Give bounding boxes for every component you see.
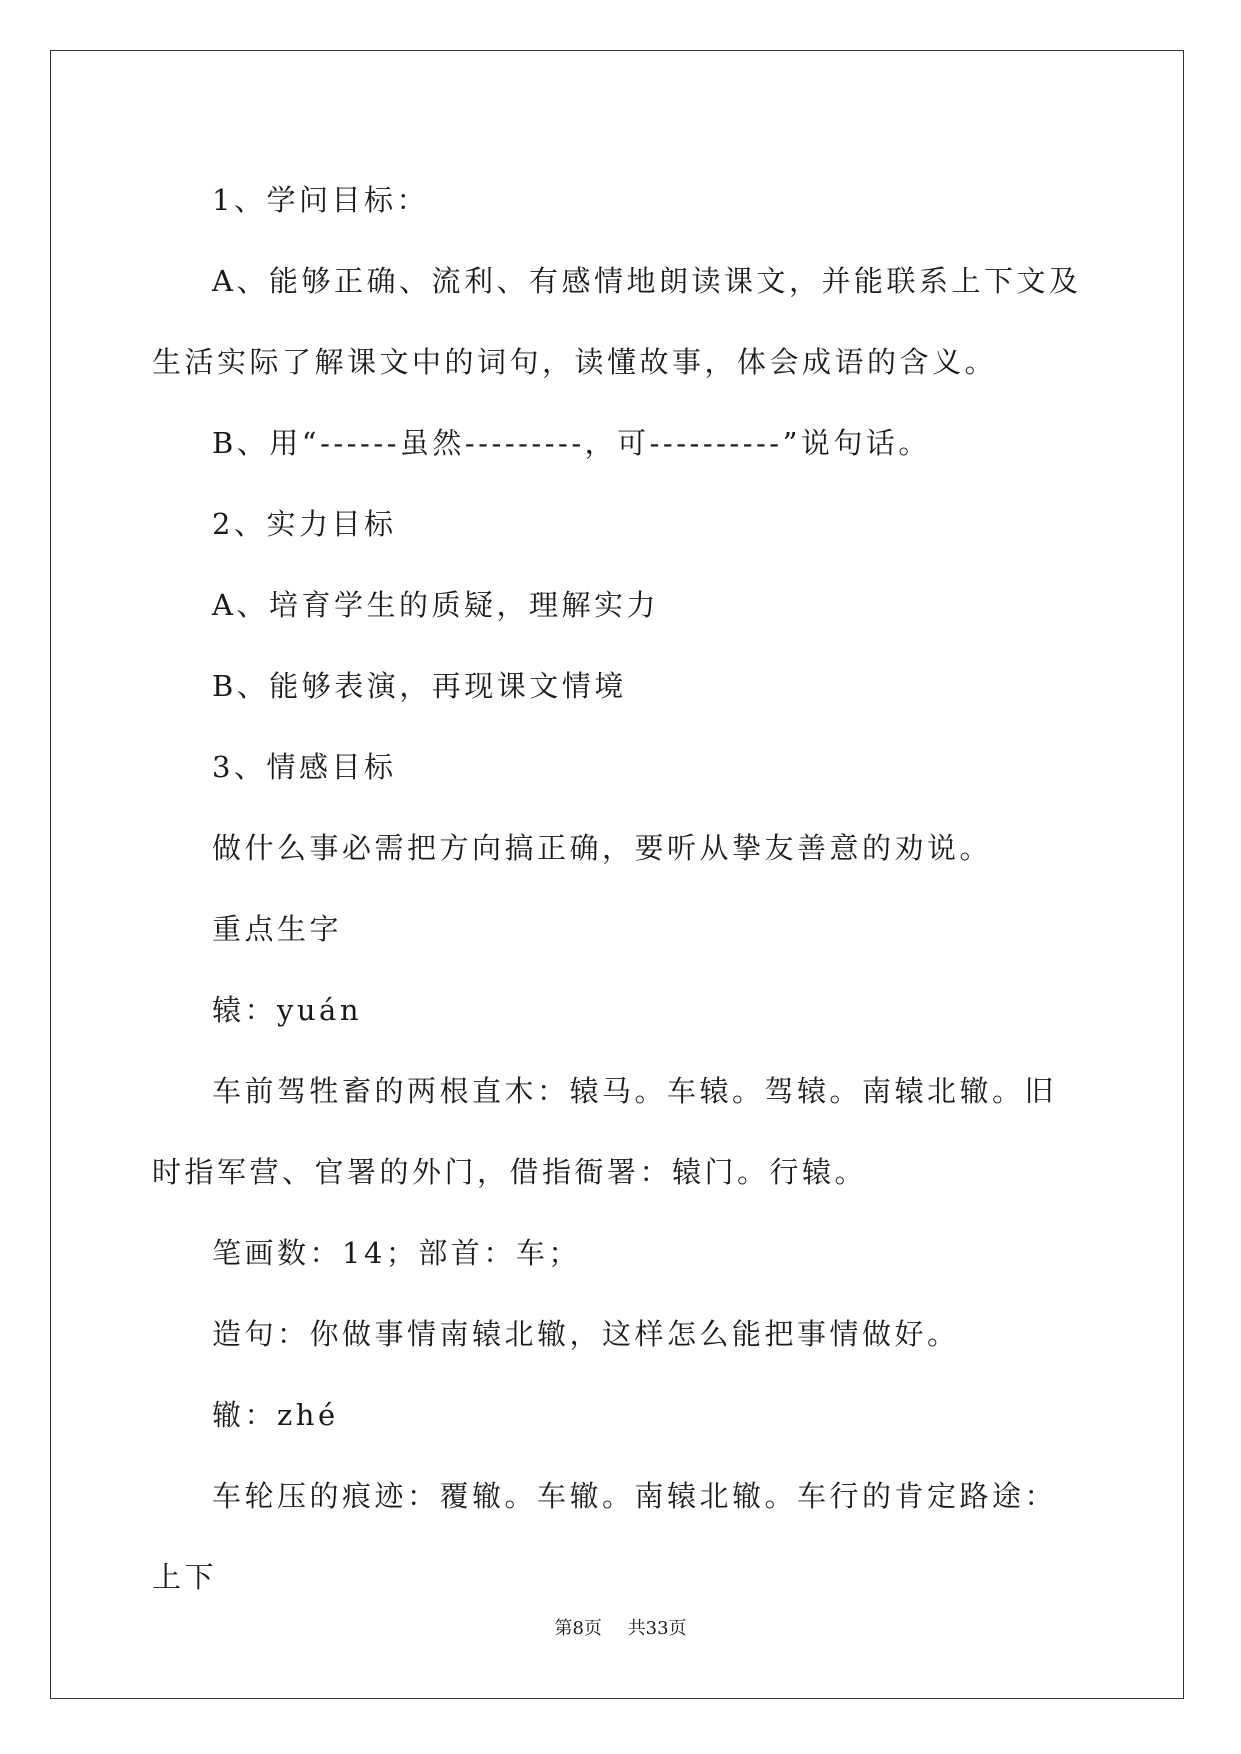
paragraph-emotion-goal-heading: 3、情感目标 — [212, 750, 397, 784]
paragraph-ability-goal-heading: 2、实力目标 — [212, 507, 397, 541]
document-body — [152, 160, 1089, 1618]
paragraph-knowledge-goal-b: B、用“------虽然---------，可----------”说句话。 — [212, 426, 931, 460]
page-footer — [0, 1614, 1241, 1640]
paragraph-char-zhe-definition: 车轮压的痕迹：覆辙。车辙。南辕北辙。车行的肯定路途：上下 — [152, 1479, 1058, 1594]
paragraph-knowledge-goal-a: A、能够正确、流利、有感情地朗读课文，并能联系上下文及生活实际了解课文中的词句，读懂故事，体会成语的含义。 — [152, 264, 1082, 379]
paragraph-ability-goal-b: B、能够表演，再现课文情境 — [212, 669, 627, 703]
paragraph-char-yuan-sentence: 造句：你做事情南辕北辙，这样怎么能把事情做好。 — [212, 1317, 960, 1351]
paragraph-char-yuan-strokes: 笔画数：14；部首：车； — [212, 1236, 581, 1270]
paragraph-char-zhe-pinyin: 辙：zhé — [212, 1398, 339, 1432]
paragraph-emotion-goal-text: 做什么事必需把方向搞正确，要听从挚友善意的劝说。 — [212, 831, 993, 865]
paragraph-char-yuan-pinyin: 辕：yuán — [212, 993, 363, 1027]
paragraph-knowledge-goal-heading: 1、学问目标： — [212, 183, 429, 217]
paragraph-ability-goal-a: A、培育学生的质疑，理解实力 — [212, 588, 659, 622]
page-total: 共33页 — [627, 1618, 687, 1639]
paragraph-key-characters-heading: 重点生字 — [212, 912, 343, 946]
page-number: 第8页 — [554, 1618, 602, 1639]
paragraph-char-yuan-definition: 车前驾牲畜的两根直木：辕马。车辕。驾辕。南辕北辙。旧时指军营、官署的外门，借指衙署：辕门。行辕。 — [152, 1074, 1058, 1189]
